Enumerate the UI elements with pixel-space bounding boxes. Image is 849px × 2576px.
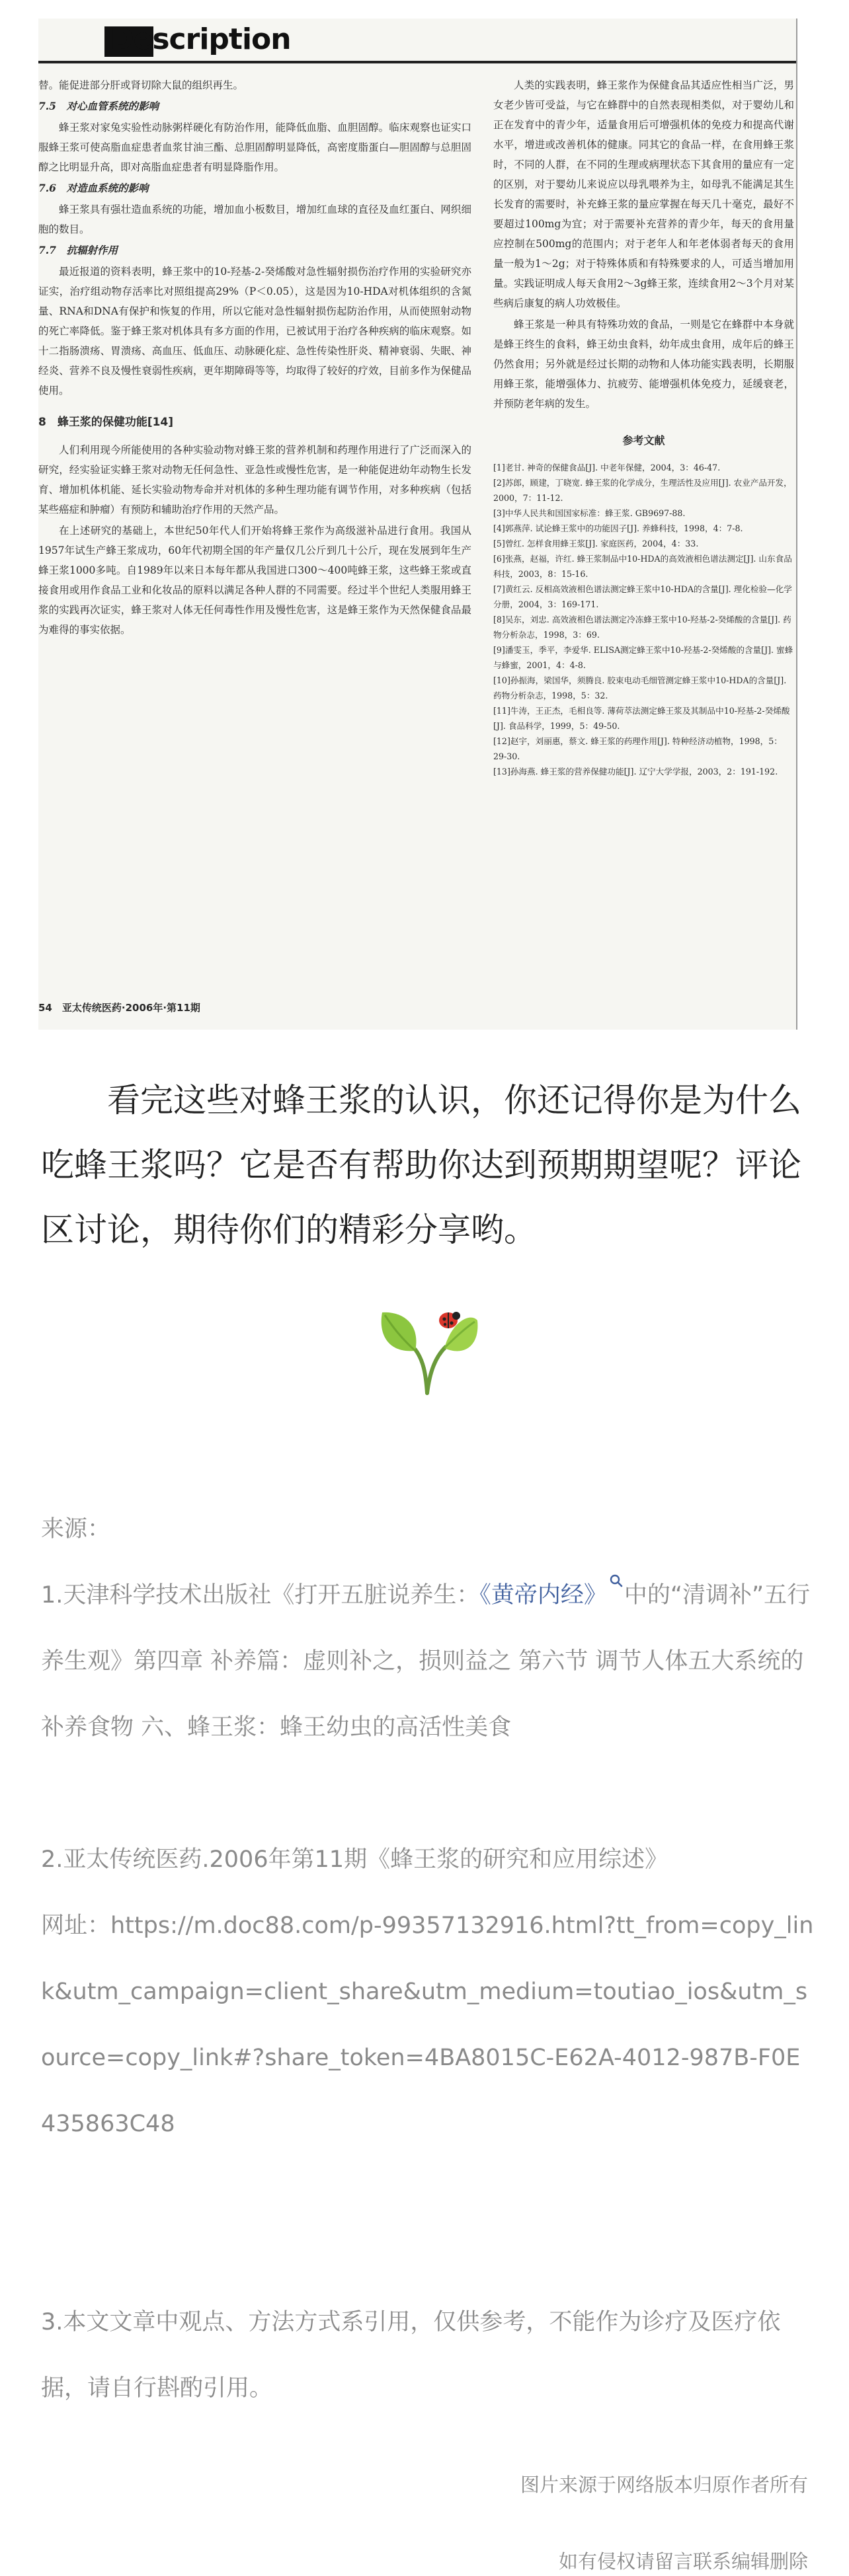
- reference-item: [2]苏郎，顾建，丁晓宽. 蜂王浆的化学成分，生理活性及应用[J]. 农业产品开发，2000，7：11-12.: [493, 478, 792, 503]
- scan-paragraph: 替。能促进部分肝或肾切除大鼠的组织再生。: [38, 79, 244, 91]
- page-edge: [796, 19, 797, 1030]
- reference-item: [6]张燕，赵福，许红. 蜂王浆制品中10-HDA的高效液相色谱法测定[J]. 山东食品科技，2003，8：15-16.: [493, 554, 792, 579]
- journal-footer: 54 亚太传统医药·2006年·第11期: [38, 1002, 200, 1014]
- reference-item: [7]黄红云. 反相高效液相色谱法测定蜂王浆中10-HDA的含量[J]. 理化检验—化学分册，2004，3：169-171.: [493, 584, 792, 609]
- references-title: 参考文献: [622, 434, 665, 447]
- scan-paragraph: 在上述研究的基础上，本世纪50年代人们开始将蜂王浆作为高级滋补品进行食用。我国从1957年试生产蜂王浆成功，60年代初期全国的年产量仅几公斤到几十公斤，现在发展到年生产蜂王浆1000多吨。自1989年以来日本每年都从我国进口300～400吨蜂王浆，这些蜂王浆或直接食用或用作食品工业和化妆品的原料以满足各种人群的不同需要。经过半个世纪人类服用蜂王浆的实践再次证实，蜂王浆对人体无任何毒性作用及慢性危害，这是蜂王浆作为天然保健食品最为难得的事实依据。: [38, 525, 471, 636]
- scan-section-heading: 7.5 对心血管系统的影响: [38, 100, 159, 112]
- huangdi-neijing-link[interactable]: 《黄帝内经》: [479, 1582, 607, 1609]
- scan-section-heading: 8 蜂王浆的保健功能[14]: [38, 416, 174, 429]
- right-column: [493, 75, 794, 779]
- scanned-journal-page: [38, 19, 797, 1030]
- source-item-1: [41, 1562, 815, 1761]
- source-url: 网址：https://m.doc88.com/p-99357132916.html?tt_from=copy_link&utm_campaign=client_share&utm_medium=toutiao_ios&utm_source=copy_link#?share_token=4BA8015C-E62A-4012-987B-F0E435863C48: [41, 1913, 814, 2137]
- image-source-credit: 图片来源于网络版本归原作者所有: [520, 2474, 808, 2496]
- scan-paragraph: 最近报道的资料表明，蜂王浆中的10-羟基-2-癸烯酸对急性辐射损伤治疗作用的实验研究亦证实，治疗组动物存活率比对照组提高29%（P＜0.05），这是因为10-HDA对机体组织的含氮量、RNA和DNA有保护和恢复的作用，所以它能对急性辐射损伤起防治作用，从而使照射动物的死亡率降低。鉴于蜂王浆对机体具有多方面的作用，已被试用于治疗各种疾病的临床观察。如十二指肠溃疡、胃溃疡、高血压、低血压、动脉硬化症、急性传染性肝炎、精神衰弱、失眠、神经炎、营养不良及慢性衰弱性疾病，更年期障碍等等，均取得了较好的疗效，目前多作为保健品使用。: [38, 266, 471, 397]
- source-item-2: 2.亚太传统医药.2006年第11期《蜂王浆的研究和应用综述》: [41, 1846, 668, 1873]
- reference-item: [8]吴东，刘忠. 高效液相色谱法测定冷冻蜂王浆中10-羟基-2-癸烯酸的含量[J]. 药物分析杂志，1998，3：69.: [493, 615, 791, 640]
- source-item-1-prefix: 1.天津科学技术出版社《打开五脏说养生：: [41, 1582, 480, 1609]
- scan-section-heading: 7.6 对造血系统的影响: [38, 182, 149, 194]
- scan-paragraph: 人们利用现今所能使用的各种实验动物对蜂王浆的营养机制和药理作用进行了广泛而深入的研究，经实验证实蜂王浆对动物无任何急性、亚急性或慢性危害，是一种能促进幼年动物生长发育、增加机体机能、延长实验动物寿命并对机体的多种生理功能有调节作用，对多种疾病（包括某些癌症和肿瘤）有预防和辅助治疗作用的天然产品。: [38, 444, 471, 515]
- source-item-3-disclaimer: 3.本文文章中观点、方法方式系引用，仅供参考，不能作为诊疗及医疗依据，请自行斟酌引用。: [41, 2309, 781, 2402]
- right-column-body: [493, 75, 794, 414]
- reference-item: [13]孙海燕. 蜂王浆的营养保健功能[J]. 辽宁大学学报，2003，2：191-192.: [493, 767, 778, 777]
- reference-item: [11]牛涛，王正杰，毛相良等. 薄荷萃法测定蜂王浆及其制品中10-羟基-2-癸烯酸[J]. 食品科学，1999，5：49-50.: [493, 706, 790, 731]
- source-item-1-suffix: 中的“清调补”五行养生观》第四章 补养篇：虚则补之，损则益之 第六节 调节人体五大系统的补养食物 六、蜂王浆：蜂王幼虫的高活性美食: [41, 1582, 811, 1741]
- reference-item: [5]曾红. 怎样食用蜂王浆[J]. 家庭医药，2004，4：33.: [493, 539, 699, 549]
- search-icon[interactable]: [610, 1574, 623, 1587]
- journal-header: [38, 19, 797, 63]
- reference-item: [9]潘雯玉，季平，李爱华. ELISA测定蜂王浆中10-羟基-2-癸烯酸的含量[J]. 蜜蜂与蜂蜜，2001，4：4-8.: [493, 645, 793, 670]
- leaf-ladybug-icon: [374, 1294, 480, 1400]
- left-column: [38, 75, 471, 641]
- references-list: [493, 460, 794, 779]
- scan-paragraph: 蜂王浆具有强壮造血系统的功能，增加血小板数目，增加红血球的直径及血红蛋白、网织细胞的数目。: [38, 204, 471, 235]
- reference-item: [4]郭燕萍. 试论蜂王浆中的功能因子[J]. 养蜂科技，1998，4：7-8.: [493, 523, 743, 533]
- scan-paragraph: 蜂王浆是一种具有特殊功效的食品，一则是它在蜂群中本身就是蜂王终生的食料，蜂王幼虫食料，幼年成虫食用，成年后的蜂王仍然食用；另外就是经过长期的动物和人体功能实践表明，长期服用蜂王浆，能增强体力、抗疲劳、能增强机体免疫力，延缓衰老，并预防老年病的发生。: [493, 319, 794, 410]
- reference-item: [3]中华人民共和国国家标准：蜂王浆. GB9697-88.: [493, 508, 686, 518]
- sources-label: 来源：: [41, 1516, 111, 1542]
- scan-section-heading: 7.7 抗辐射作用: [38, 244, 118, 256]
- reference-item: [1]老甘. 神奇的保健食品[J]. 中老年保健，2004，3：46-47.: [493, 463, 721, 473]
- contact-credit: 如有侵权请留言联系编辑删除: [558, 2550, 808, 2573]
- journal-header-title: Description: [110, 22, 291, 56]
- scan-paragraph: 蜂王浆对家兔实验性动脉粥样硬化有防治作用，能降低血脂、血胆固醇。临床观察也证实口服蜂王浆可使高脂血症患者血浆甘油三酯、总胆固醇明显降低，高密度脂蛋白—胆固醇与总胆固醇之比明显升高，即对高脂血症患者有明显降脂作用。: [38, 122, 471, 173]
- reference-item: [12]赵宇，刘丽惠，蔡文. 蜂王浆的药理作用[J]. 特种经济动植物，1998，5：29-30.: [493, 736, 782, 761]
- closing-paragraph: 看完这些对蜂王浆的认识，你还记得你是为什么吃蜂王浆吗？它是否有帮助你达到预期期望呢？评论区讨论，期待你们的精彩分享哟。: [41, 1081, 801, 1249]
- reference-item: [10]孙振海，梁国华，须腾良. 胶束电动毛细管测定蜂王浆中10-HDA的含量[J]. 药物分析杂志，1998，5：32.: [493, 675, 787, 701]
- scan-paragraph: 人类的实践表明，蜂王浆作为保健食品其适应性相当广泛，男女老少皆可受益，与它在蜂群中的自然表现相类似，对于婴幼儿和正在发育中的青少年，适量食用后可增强机体的免疫力和提高代谢水平，增进或改善机体的健康。同其它的食品一样，在食用蜂王浆时，不同的人群，在不同的生理或病理状态下其食用的量应有一定的区别，对于婴幼儿来说应以母乳喂养为主，如母乳不能满足其生长发育的需要时，补充蜂王浆的量应掌握在每天几十毫克，最好不要超过100mg为宜；对于需要补充营养的青少年，每天的食用量应控制在500mg的范围内；对于老年人和年老体弱者每天的食用量一般为1～2g；对于特殊体质和有特殊要求的人，可适当增加用量。实践证明成人每天食用2～3g蜂王浆，连续食用2～3个月对某些病后康复的病人功效极佳。: [493, 79, 794, 309]
